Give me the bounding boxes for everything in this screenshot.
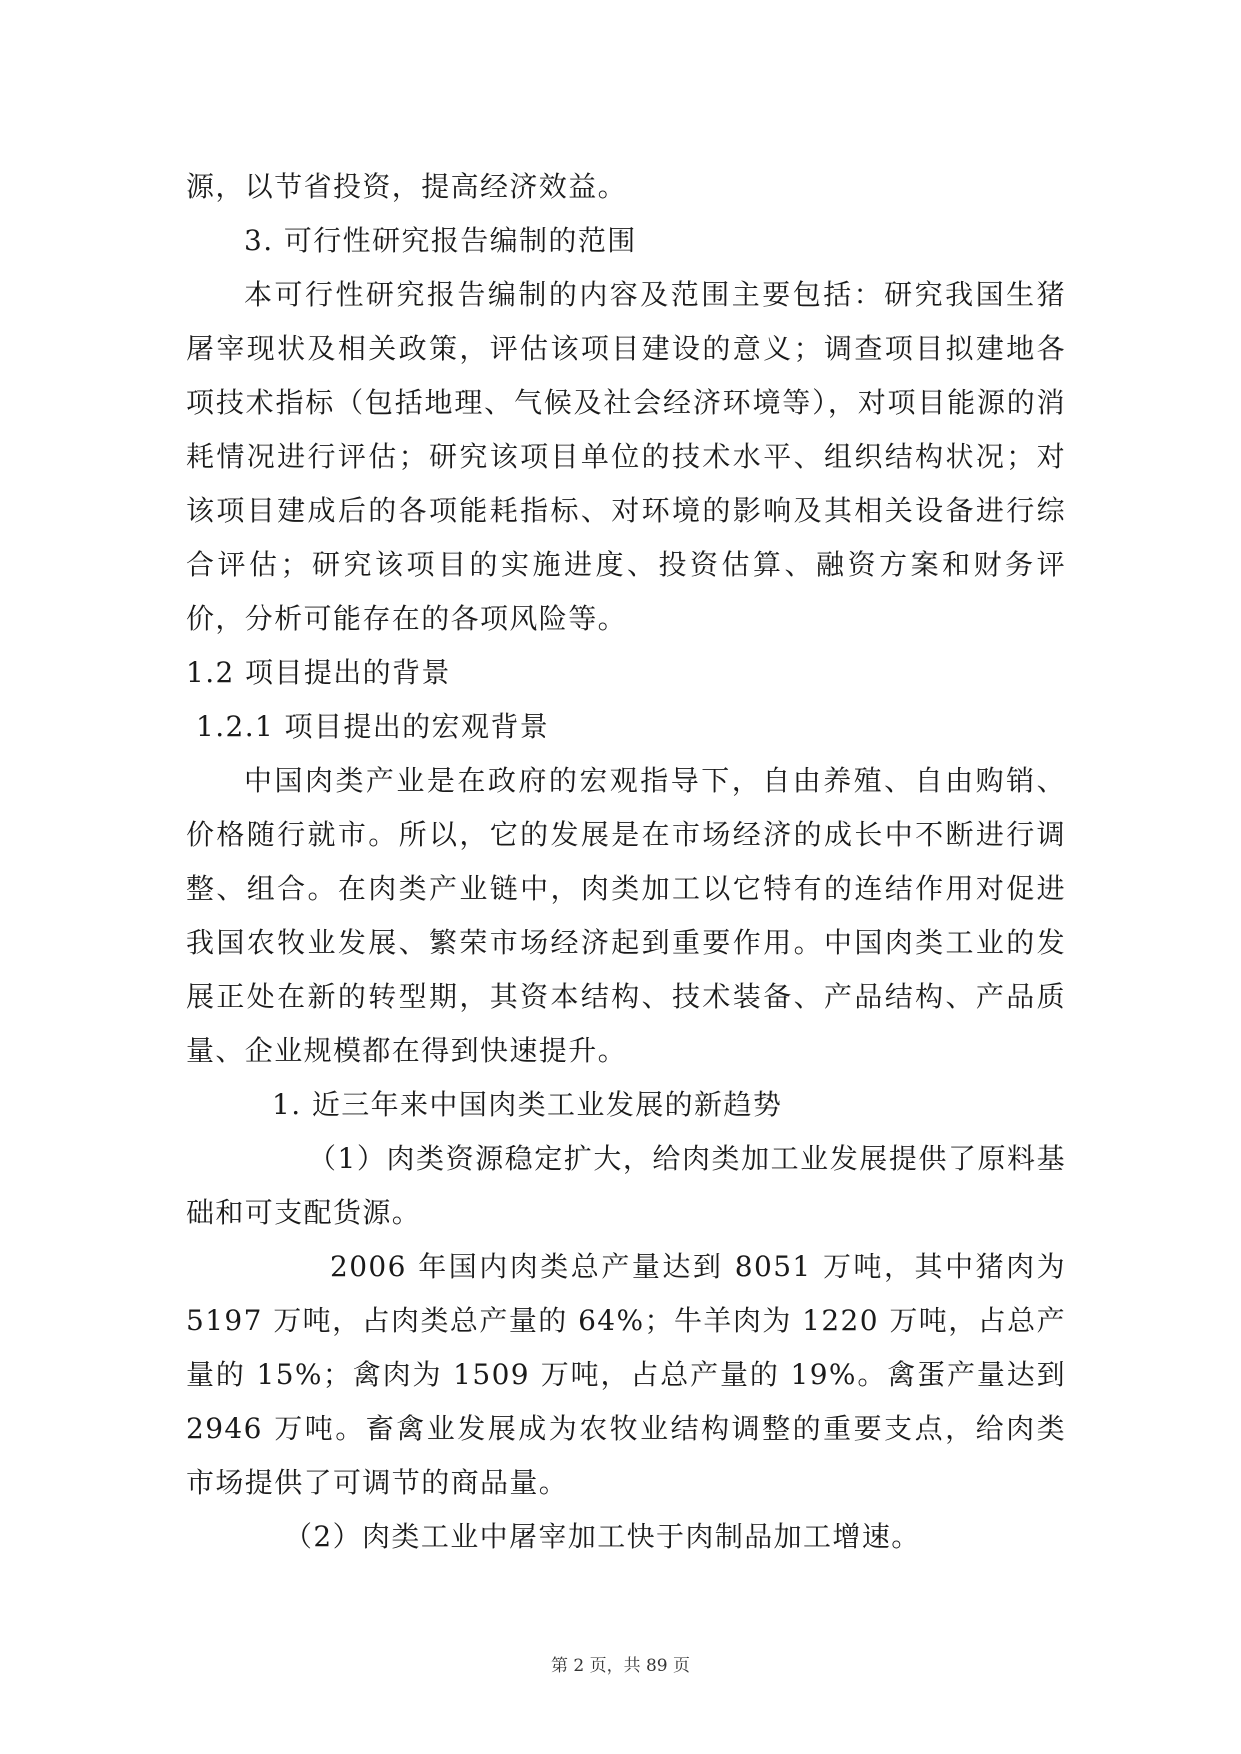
list-item-trend-2: （2）肉类工业中屠宰加工快于肉制品加工增速。	[284, 1520, 921, 1553]
paragraph-macro-background: 中国肉类产业是在政府的宏观指导下，自由养殖、自由购销、价格随行就市。所以，它的发展是在市场经济的成长中不断进行调整、组合。在肉类产业链中，肉类加工以它特有的连结作用对促进我国农牧业发展、繁荣市场经济起到重要作用。中国肉类工业的发展正处在新的转型期，其资本结构、技术装备、产品结构、产品质量、企业规模都在得到快速提升。	[186, 764, 1066, 1067]
list-item-scope-heading: 3. 可行性研究报告编制的范围	[244, 224, 637, 257]
page-footer: 第 2 页，共 89 页	[550, 1656, 691, 1676]
list-item-trend-1: （1）肉类资源稳定扩大，给肉类加工业发展提供了原料基础和可支配货源。	[186, 1142, 1066, 1229]
document-body	[186, 160, 1066, 1564]
paragraph-scope: 本可行性研究报告编制的内容及范围主要包括：研究我国生猪屠宰现状及相关政策，评估该项目建设的意义；调查项目拟建地各项技术指标（包括地理、气候及社会经济环境等），对项目能源的消耗情况进行评估；研究该项目单位的技术水平、组织结构状况；对该项目建成后的各项能耗指标、对环境的影响及其相关设备进行综合评估；研究该项目的实施进度、投资估算、融资方案和财务评价，分析可能存在的各项风险等。	[186, 278, 1066, 635]
paragraph-production-stats: 2006 年国内肉类总产量达到 8051 万吨，其中猪肉为 5197 万吨，占肉类总产量的 64%；牛羊肉为 1220 万吨，占总产量的 15%；禽肉为 1509 万吨，占总产量的 19%。禽蛋产量达到 2946 万吨。畜禽业发展成为农牧业结构调整的重要支点，给肉类市场提供了可调节的商品量。	[186, 1250, 1066, 1499]
section-heading-1-2-1: 1.2.1 项目提出的宏观背景	[196, 710, 550, 743]
paragraph-continuation: 源，以节省投资，提高经济效益。	[186, 170, 628, 203]
list-item-trends-heading: 1. 近三年来中国肉类工业发展的新趋势	[272, 1088, 783, 1121]
section-heading-1-2: 1.2 项目提出的背景	[186, 656, 451, 689]
